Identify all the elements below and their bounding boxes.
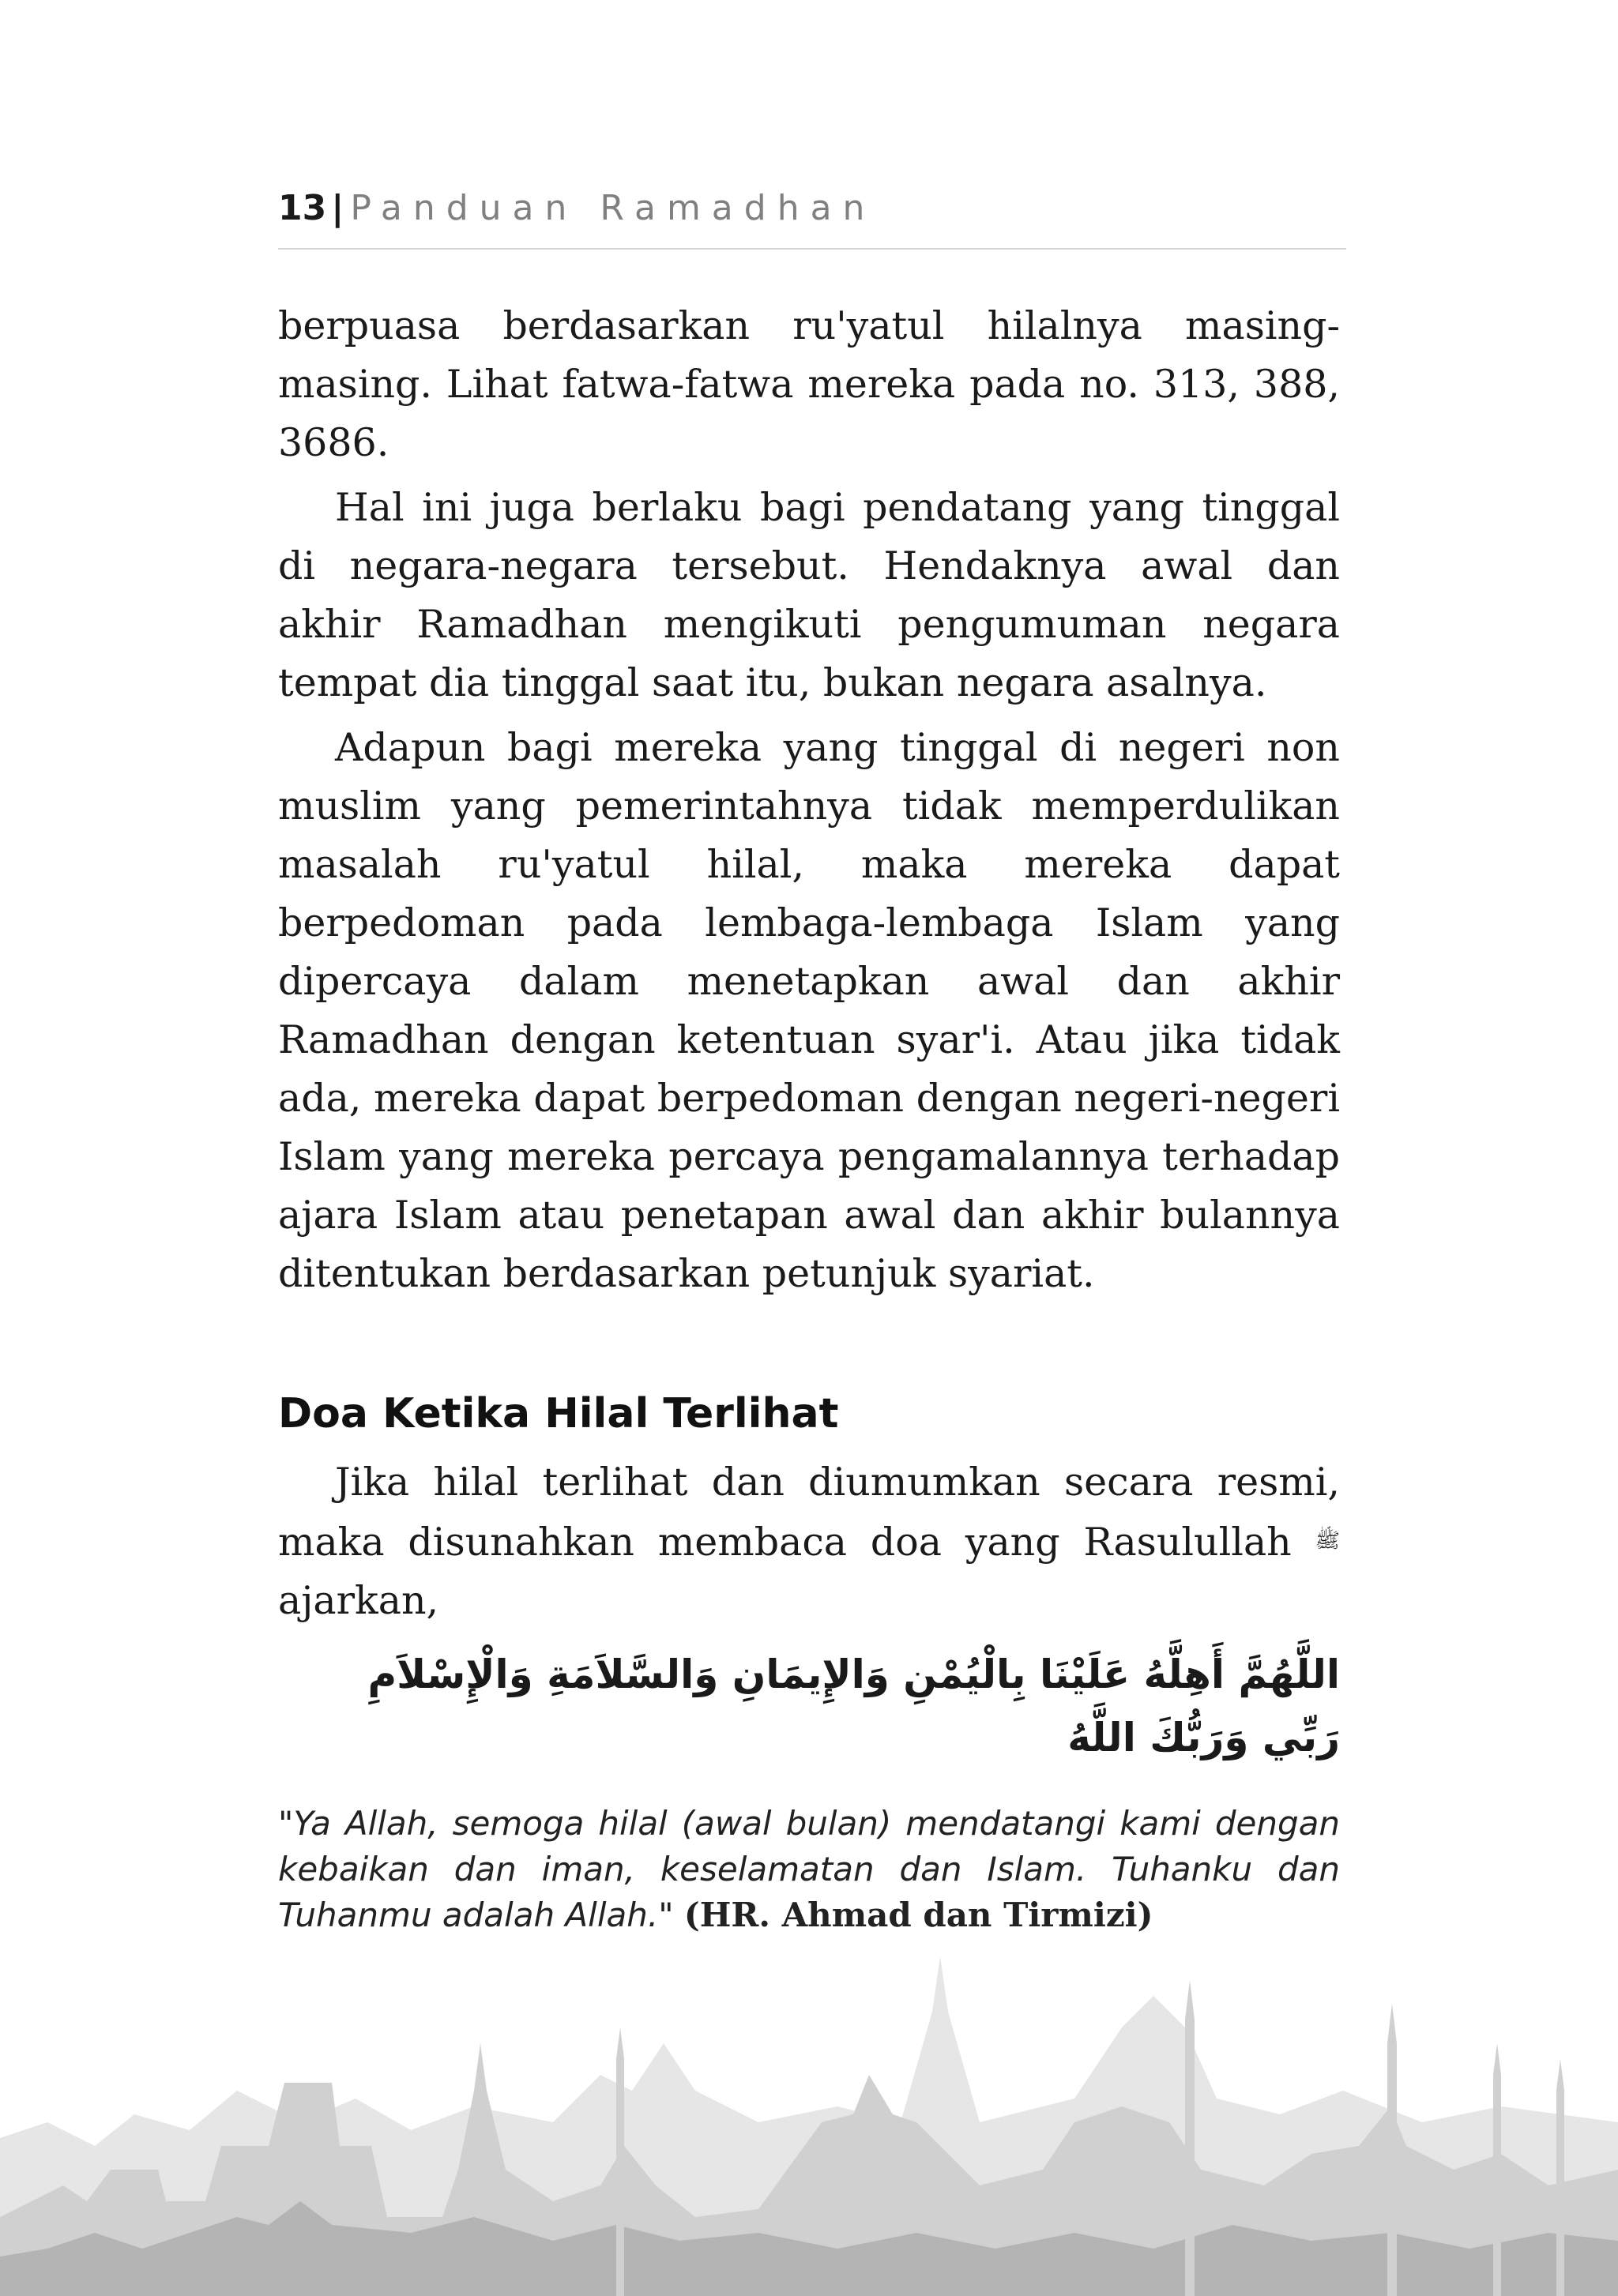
section-heading: Doa Ketika Hilal Terlihat — [278, 1390, 839, 1437]
arabic-prayer: اللَّهُمَّ أَهِلَّهُ عَلَيْنَا بِالْيُمْنِ وَالإِيمَانِ وَالسَّلاَمَةِ وَالْإِسْلاَمِ رَبِّي وَرَبُّكَ اللَّهُ — [367, 1652, 1340, 1761]
paragraph-non-muslim-countries: Adapun bagi mereka yang tinggal di negeri non muslim yang pemerintahnya tidak memperdulikan masalah ru'yatul hilal, maka mereka dapat berpedoman pada lembaga-lembaga Islam yang dipercaya dalam menetapkan awal dan akhir Ramadhan dengan ketentuan syar'i. Atau jika tidak ada, mereka dapat berpedoman dengan negeri-negeri Islam yang mereka percaya pengamalannya terhadap ajara Islam atau penetapan awal dan akhir bulannya ditentukan berdasarkan petunjuk syariat. — [278, 725, 1340, 1296]
translation-quote: "Ya Allah, semoga hilal (awal bulan) mendatangi kami dengan kebaikan dan iman, keselamatan dan Islam. Tuhanku dan Tuhanmu adalah Allah." — [278, 1804, 1340, 1934]
section-intro — [278, 1453, 1340, 1630]
paragraph-continuation: berpuasa berdasarkan ru'yatul hilalnya masing-masing. Lihat fatwa-fatwa mereka pada no. 313, 388, 3686. — [278, 303, 1340, 465]
paragraph-newcomers: Hal ini juga berlaku bagi pendatang yang tinggal di negara-negara tersebut. Hendaknya awal dan akhir Ramadhan mengikuti pengumuman negara tempat dia tinggal saat itu, bukan negara asalnya. — [278, 485, 1340, 705]
header-separator: | — [331, 188, 344, 228]
intro-text-end: ajarkan, — [278, 1578, 439, 1623]
intro-text: Jika hilal terlihat dan diumumkan secara resmi, maka disunahkan membaca doa yang Rasulullah — [278, 1460, 1340, 1565]
book-title: Panduan Ramadhan — [350, 188, 876, 228]
page-content — [278, 297, 1340, 1938]
hadith-source: (HR. Ahmad dan Tirmizi) — [683, 1896, 1153, 1934]
salawat-glyph: ﷺ — [1315, 1529, 1340, 1553]
page-number: 13 — [278, 188, 327, 228]
mosque-skyline-illustration — [0, 1885, 1618, 2296]
page-header — [278, 188, 1346, 250]
